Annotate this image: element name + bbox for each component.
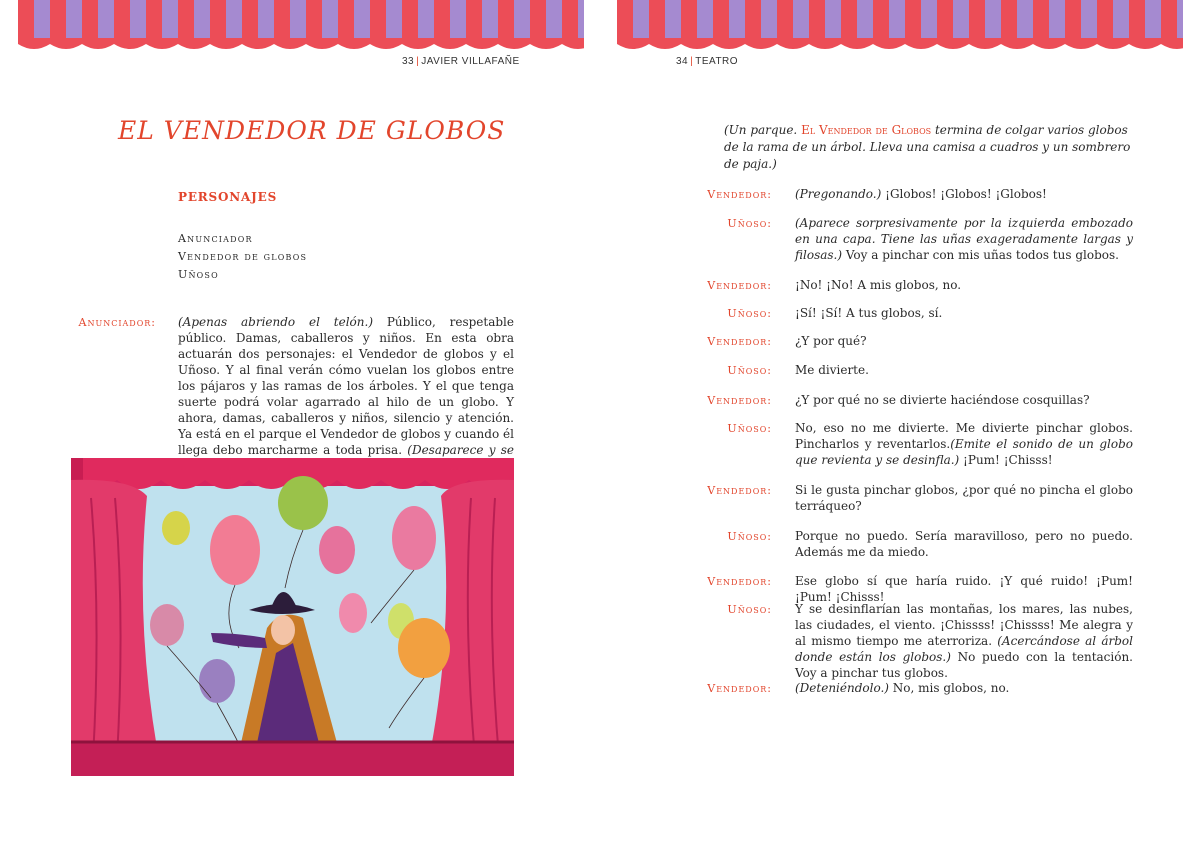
awning-stripe bbox=[921, 0, 937, 40]
awning-scallop bbox=[274, 38, 306, 49]
awning-scallop bbox=[1001, 38, 1033, 49]
dialogue-line bbox=[795, 680, 1133, 696]
awning-stripe bbox=[1017, 0, 1033, 40]
awning-stripe bbox=[322, 0, 338, 40]
dialogue-line bbox=[795, 186, 1133, 202]
awning-scallop bbox=[873, 38, 905, 49]
awning-stripe bbox=[713, 0, 729, 40]
awning-scallop bbox=[969, 38, 1001, 49]
awning-stripe bbox=[114, 0, 130, 40]
awning-scallop bbox=[777, 38, 809, 49]
face bbox=[271, 615, 295, 645]
awning-stripe bbox=[1097, 0, 1113, 40]
balloon bbox=[339, 593, 367, 633]
running-head-separator: | bbox=[416, 56, 420, 67]
opening-stage-direction bbox=[724, 122, 1132, 173]
awning-stripe bbox=[178, 0, 194, 40]
awning-stripe bbox=[338, 0, 354, 40]
awning-stripe bbox=[777, 0, 793, 40]
awning-stripe bbox=[370, 0, 386, 40]
awning-stripe bbox=[953, 0, 969, 40]
speaker-label: Vendedor: bbox=[707, 394, 772, 407]
stage-direction-text: termina de colgar varios globos de la rama de un árbol. Lleva una camisa a cuadros y un sombrero de paja.) bbox=[724, 123, 1131, 171]
awning-stripe bbox=[210, 0, 226, 40]
running-head-label: JAVIER VILLAFAÑE bbox=[421, 56, 520, 67]
balloon bbox=[319, 526, 355, 574]
character-item: Anunciador bbox=[178, 232, 253, 245]
awning-scallop bbox=[306, 38, 338, 49]
dialogue-line: ¡No! ¡No! A mis globos, no. bbox=[795, 278, 962, 292]
characters-list bbox=[178, 230, 307, 284]
awning-stripe bbox=[1001, 0, 1017, 40]
awning-stripe bbox=[633, 0, 649, 40]
awning-stripe bbox=[873, 0, 889, 40]
awning-scallop bbox=[82, 38, 114, 49]
character-name: El Vendedor de Globos bbox=[801, 123, 932, 137]
awning-stripe bbox=[130, 0, 146, 40]
awning-scallop bbox=[713, 38, 745, 49]
awning-scallop bbox=[745, 38, 777, 49]
awning-scallop bbox=[50, 38, 82, 49]
awning-stripe bbox=[258, 0, 274, 40]
awning-scallop bbox=[242, 38, 274, 49]
awning-stripe bbox=[857, 0, 873, 40]
awning-scallop bbox=[434, 38, 466, 49]
speaker-label: Uñoso: bbox=[727, 603, 772, 616]
awning-scallop bbox=[402, 38, 434, 49]
opening-speech bbox=[178, 314, 514, 474]
awning-stripe bbox=[1049, 0, 1065, 40]
awning-stripe bbox=[841, 0, 857, 40]
balloon bbox=[392, 506, 436, 570]
awning-stripe bbox=[498, 0, 514, 40]
speaker-label: Uñoso: bbox=[727, 530, 772, 543]
dialogue-line: Porque no puedo. Sería maravilloso, pero no puedo. Además me da miedo. bbox=[795, 529, 1133, 559]
awning-scallop bbox=[937, 38, 969, 49]
speech-text: Voy a pinchar con mis uñas todos tus globos. bbox=[842, 248, 1119, 262]
stage-front bbox=[71, 742, 514, 776]
balloon bbox=[398, 618, 450, 678]
dialogue-line: ¿Y por qué no se divierte haciéndose cosquillas? bbox=[795, 393, 1090, 407]
stage-direction: (Desaparece y se bbox=[407, 443, 514, 457]
awning-scallop bbox=[146, 38, 178, 49]
speaker-label: Vendedor: bbox=[707, 335, 772, 348]
awning-stripe bbox=[98, 0, 114, 40]
awning-stripe bbox=[50, 0, 66, 40]
awning-scallop bbox=[1033, 38, 1065, 49]
dialogue-line: Ese globo sí que haría ruido. ¡Y qué ruido! ¡Pum! ¡Pum! ¡Chisss! bbox=[795, 574, 1133, 604]
awning-stripe bbox=[825, 0, 841, 40]
awning-stripe bbox=[562, 0, 578, 40]
awning-scallop bbox=[681, 38, 713, 49]
balloon bbox=[199, 659, 235, 703]
awning-stripe bbox=[274, 0, 290, 40]
awning-stripe bbox=[402, 0, 418, 40]
awning-scallop bbox=[649, 38, 681, 49]
awning-stripe bbox=[889, 0, 905, 40]
stage-direction: (Acercándose al árbol donde están los globos.) bbox=[795, 634, 1133, 664]
awning-stripe bbox=[386, 0, 402, 40]
puppet-theater-illustration bbox=[71, 458, 514, 776]
dialogue-line: Si le gusta pinchar globos, ¿por qué no pincha el globo terráqueo? bbox=[795, 483, 1133, 513]
speech-text: Y se desinflarían las montañas, los mares, las nubes, las ciudades, el viento. ¡Chissss! ¡Chissss! Me alegra y al mismo tiempo me aterroriza. bbox=[795, 602, 1133, 648]
speaker-label: Vendedor: bbox=[707, 188, 772, 201]
awning-stripe bbox=[985, 0, 1001, 40]
balloon bbox=[150, 604, 184, 646]
awning-stripe bbox=[226, 0, 242, 40]
play-title: EL VENDEDOR DE GLOBOS bbox=[118, 116, 506, 145]
illustration bbox=[71, 458, 514, 776]
awning-stripe bbox=[434, 0, 450, 40]
characters-heading: PERSONAJES bbox=[178, 190, 278, 204]
awning-scallop bbox=[18, 38, 50, 49]
awning-scallop bbox=[905, 38, 937, 49]
awning-stripe bbox=[546, 0, 562, 40]
awning-scallop bbox=[114, 38, 146, 49]
awning-scallop bbox=[498, 38, 530, 49]
speaker-label: Anunciador: bbox=[78, 316, 156, 329]
awning-scallop bbox=[617, 38, 649, 49]
awning-stripe bbox=[665, 0, 681, 40]
awning-scallop bbox=[1065, 38, 1097, 49]
awning-stripe bbox=[1033, 0, 1049, 40]
stage-direction: (Apenas abriendo el telón.) bbox=[178, 315, 373, 329]
character-item: Uñoso bbox=[178, 268, 219, 281]
dialogue-line: ¿Y por qué? bbox=[795, 334, 867, 348]
awning-stripe bbox=[466, 0, 482, 40]
dialogue-line: ¡Sí! ¡Sí! A tus globos, sí. bbox=[795, 306, 943, 320]
awning-stripe bbox=[1081, 0, 1097, 40]
speaker-label: Vendedor: bbox=[707, 682, 772, 695]
speech-text: No, mis globos, no. bbox=[888, 681, 1010, 695]
awning-decoration-right bbox=[617, 0, 1183, 52]
awning-stripe bbox=[1113, 0, 1129, 40]
awning-stripe bbox=[18, 0, 34, 40]
awning-stripe bbox=[1065, 0, 1081, 40]
awning-stripe bbox=[146, 0, 162, 40]
balloon bbox=[278, 476, 328, 530]
dialogue-line bbox=[795, 215, 1133, 263]
speech-text: No, eso no me divierte. Me divierte pinchar globos. Pincharlos y reventarlos. bbox=[795, 421, 1133, 451]
page-number: 33 bbox=[402, 56, 415, 67]
awning-stripe bbox=[745, 0, 761, 40]
speaker-label: Uñoso: bbox=[727, 217, 772, 230]
speaker-label: Vendedor: bbox=[707, 279, 772, 292]
running-head-label: TEATRO bbox=[695, 56, 739, 67]
awning-stripe bbox=[1177, 0, 1183, 40]
awning-stripe bbox=[66, 0, 82, 40]
stage-direction: (Pregonando.) bbox=[795, 187, 882, 201]
awning-stripe bbox=[1161, 0, 1177, 40]
stage-direction: (Aparece sorpresivamente por la izquierda embozado en una capa. Tiene las uñas exageradamente largas y filosas.) bbox=[795, 216, 1133, 262]
awning-scallop bbox=[370, 38, 402, 49]
awning-scallop bbox=[809, 38, 841, 49]
awning-stripe bbox=[162, 0, 178, 40]
running-head-left bbox=[402, 56, 520, 67]
speaker-label: Vendedor: bbox=[707, 484, 772, 497]
awning-scallop bbox=[466, 38, 498, 49]
speech-text: Público, respetable público. Damas, caballeros y niños. En esta obra actuarán dos personajes: el Vendedor de globos y el Uñoso. Y al final verán cómo vuelan los globos entre los pájaros y las ramas de los árboles. Y el que tenga suerte podrá volar agarrado al hilo de un globo. Y ahora, damas, caballeros y niños, silencio y atención. Ya está en el parque el Vendedor de globos y cuando él llega debo marcharme a toda prisa. bbox=[178, 315, 514, 457]
awning-scallop bbox=[562, 38, 584, 49]
speech-text: ¡Pum! ¡Chisss! bbox=[959, 453, 1053, 467]
awning-stripe bbox=[937, 0, 953, 40]
awning-stripe bbox=[418, 0, 434, 40]
awning-stripe bbox=[482, 0, 498, 40]
speaker-label: Uñoso: bbox=[727, 364, 772, 377]
stage-direction-text: (Un parque. bbox=[724, 123, 802, 137]
running-head-right bbox=[676, 56, 738, 67]
awning-stripe bbox=[82, 0, 98, 40]
awning-stripe bbox=[729, 0, 745, 40]
awning-scallop bbox=[178, 38, 210, 49]
awning-decoration-left bbox=[18, 0, 584, 52]
character-item: Vendedor de globos bbox=[178, 250, 308, 263]
awning-scallop bbox=[1129, 38, 1161, 49]
speaker-label: Vendedor: bbox=[707, 575, 772, 588]
speech-text: ¡Globos! ¡Globos! ¡Globos! bbox=[881, 187, 1047, 201]
awning-stripe bbox=[617, 0, 633, 40]
speaker-label: Uñoso: bbox=[727, 422, 772, 435]
stage-direction: (Deteniéndolo.) bbox=[795, 681, 889, 695]
awning-stripe bbox=[450, 0, 466, 40]
awning-stripe bbox=[514, 0, 530, 40]
awning-scallop bbox=[338, 38, 370, 49]
awning-stripe bbox=[290, 0, 306, 40]
stage-direction: (Emite el sonido de un globo que revienta y se desinfla.) bbox=[795, 437, 1134, 467]
awning-stripe bbox=[1145, 0, 1161, 40]
awning-stripe bbox=[578, 0, 584, 40]
running-head-separator: | bbox=[690, 56, 694, 67]
dialogue-line bbox=[795, 420, 1133, 468]
awning-stripe bbox=[697, 0, 713, 40]
dialogue-line bbox=[795, 601, 1133, 681]
awning-scallop bbox=[1161, 38, 1183, 49]
awning-stripe bbox=[793, 0, 809, 40]
awning-stripe bbox=[905, 0, 921, 40]
awning-stripe bbox=[681, 0, 697, 40]
awning-stripe bbox=[761, 0, 777, 40]
awning-scallop bbox=[841, 38, 873, 49]
awning-stripe bbox=[1129, 0, 1145, 40]
awning-stripe bbox=[194, 0, 210, 40]
speaker-label: Uñoso: bbox=[727, 307, 772, 320]
awning-stripe bbox=[34, 0, 50, 40]
awning-stripe bbox=[530, 0, 546, 40]
awning-stripe bbox=[242, 0, 258, 40]
awning-stripe bbox=[306, 0, 322, 40]
page-number: 34 bbox=[676, 56, 689, 67]
dialogue-line: Me divierte. bbox=[795, 363, 869, 377]
awning-scallop bbox=[1097, 38, 1129, 49]
awning-scallop bbox=[530, 38, 562, 49]
balloon bbox=[210, 515, 260, 585]
balloon bbox=[162, 511, 190, 545]
awning-stripe bbox=[354, 0, 370, 40]
awning-stripe bbox=[809, 0, 825, 40]
speech-text: No puedo con la tentación. Voy a pinchar tus globos. bbox=[795, 650, 1133, 680]
awning-stripe bbox=[649, 0, 665, 40]
awning-stripe bbox=[969, 0, 985, 40]
awning-scallop bbox=[210, 38, 242, 49]
